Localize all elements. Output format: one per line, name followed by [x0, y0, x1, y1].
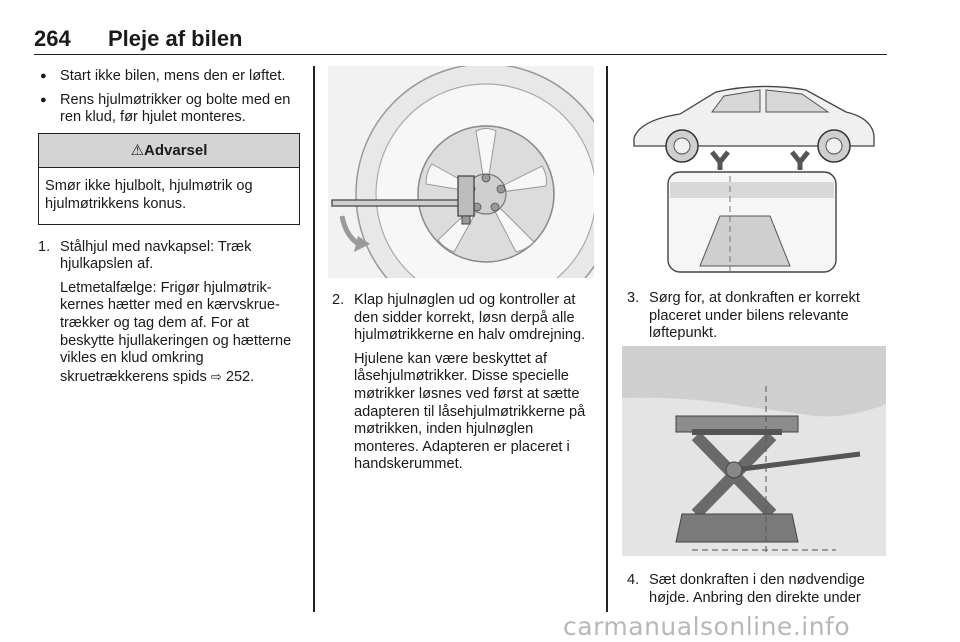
- step-detail: [38, 280, 300, 387]
- car-illustration-svg: [620, 66, 886, 276]
- warning-title: Advarsel: [144, 141, 208, 159]
- step-item: [627, 290, 889, 343]
- column-divider: [606, 66, 608, 612]
- car-jack-points-illustration: [620, 66, 886, 276]
- column-divider: [313, 66, 315, 612]
- step-number: 2.: [332, 292, 345, 308]
- step-number: 4.: [627, 572, 640, 588]
- list-item: ● Rens hjulmøtrikker og bolte med en ren klud, før hjulet monteres.: [38, 92, 300, 127]
- step-number: 1.: [38, 238, 51, 255]
- middle-column: [332, 292, 594, 480]
- wheel-wrench-illustration: [328, 66, 594, 278]
- step-text: Klap hjulnøglen ud og kontroller at den sidder korrekt, løsn derpå alle hjulmøtrikkerne en halv omdrejning.: [354, 292, 586, 344]
- page-ref-arrow-icon: ⇨: [210, 368, 222, 384]
- warning-triangle-icon: ⚠: [130, 141, 145, 159]
- step-text: Sørg for, at donkraften er korrekt placeret under bilens relevante løftepunkt.: [649, 290, 860, 342]
- step-item: [627, 572, 889, 607]
- wheel-illustration-svg: [328, 66, 594, 278]
- warning-text: Smør ikke hjulbolt, hjulmøtrik og hjulmøtrikkens konus.: [45, 178, 253, 212]
- step-detail-text: Letmetalfælge: Frigør hjulmøtrikkernes hætter med en kærvskruetrækker og tag dem af. For at beskytte hjullakeringen og hætterne vikles en klud omkring skruetrækkerens spids: [60, 279, 292, 385]
- step-text: Stålhjul med navkapsel: Træk hjulkapslen af.: [60, 238, 252, 273]
- scissor-jack-illustration: [622, 346, 886, 556]
- step-number: 3.: [627, 290, 640, 306]
- watermark: carmanualsonline.info: [563, 612, 851, 641]
- page-reference[interactable]: 252.: [225, 368, 255, 385]
- list-item: ● Start ikke bilen, mens den er løftet.: [38, 68, 300, 86]
- step-item: [38, 239, 300, 274]
- page-header: [34, 26, 887, 55]
- step-detail: Hjulene kan være beskyttet af låsehjulmøtrikker. Disse specielle møtrikker løsnes ved først at sætte adapteren til låsehjulmøtrikkerne på møtrikken, inden hjulnøglen monteres. Adapteren er placeret i handskerummet.: [354, 350, 586, 473]
- left-column: [38, 68, 300, 392]
- jack-illustration-svg: [622, 346, 886, 556]
- page-title: Pleje af bilen: [108, 26, 243, 51]
- step-item: [332, 292, 594, 345]
- warning-box: [38, 133, 300, 225]
- warning-header: [39, 134, 299, 169]
- step-text: Sæt donkraften i den nødvendige højde. Anbring den direkte under: [649, 572, 865, 606]
- page-number: 264: [34, 26, 71, 51]
- right-column-step4: [627, 572, 889, 613]
- right-column-step3: [627, 290, 889, 349]
